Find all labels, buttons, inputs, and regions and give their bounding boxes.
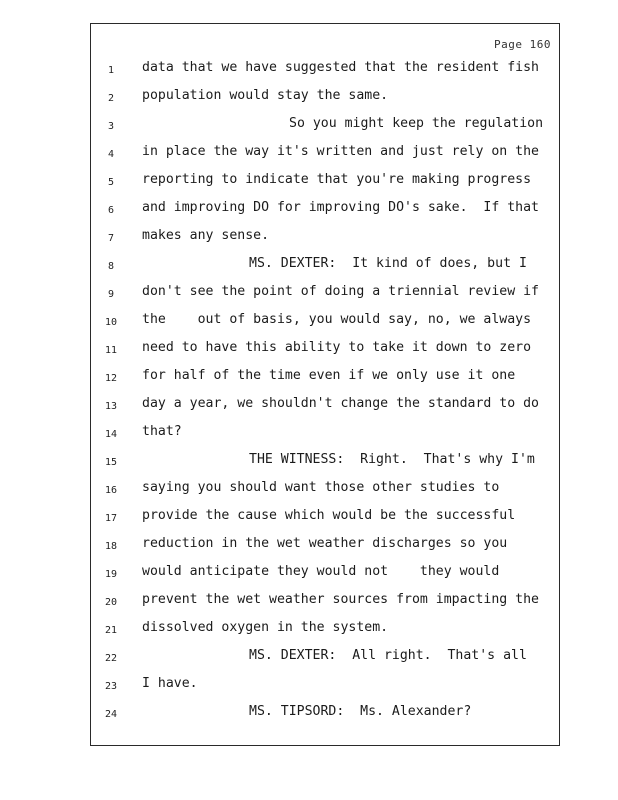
transcript-line: MS. DEXTER: All right. That's all: [249, 648, 527, 663]
line-number: 17: [104, 513, 118, 524]
transcript-line: saying you should want those other studies to: [142, 480, 500, 495]
line-number: 23: [104, 681, 118, 692]
line-number: 24: [104, 709, 118, 720]
line-number: 9: [107, 289, 115, 300]
line-number: 2: [107, 93, 115, 104]
line-number: 14: [104, 429, 118, 440]
line-number: 1: [107, 65, 115, 76]
line-number: 22: [104, 653, 118, 664]
transcript-line: day a year, we shouldn't change the standard to do: [142, 396, 539, 411]
transcript-page: [90, 23, 560, 746]
line-number: 12: [104, 373, 118, 384]
line-number: 4: [107, 149, 115, 160]
transcript-line: data that we have suggested that the resident fish: [142, 60, 539, 75]
transcript-line: reduction in the wet weather discharges so you: [142, 536, 508, 551]
line-number: 3: [107, 121, 115, 132]
transcript-line: So you might keep the regulation: [289, 116, 544, 131]
transcript-line: the out of basis, you would say, no, we always: [142, 312, 532, 327]
transcript-line: would anticipate they would not they would: [142, 564, 500, 579]
line-number: 20: [104, 597, 118, 608]
transcript-line: need to have this ability to take it down to zero: [142, 340, 532, 355]
transcript-line: provide the cause which would be the successful: [142, 508, 516, 523]
transcript-line: reporting to indicate that you're making progress: [142, 172, 532, 187]
line-number: 18: [104, 541, 118, 552]
transcript-line: I have.: [142, 676, 198, 691]
transcript-line: prevent the wet weather sources from impacting the: [142, 592, 539, 607]
line-number: 5: [107, 177, 115, 188]
transcript-line: MS. TIPSORD: Ms. Alexander?: [249, 704, 472, 719]
transcript-line: for half of the time even if we only use it one: [142, 368, 516, 383]
transcript-line: MS. DEXTER: It kind of does, but I: [249, 256, 527, 271]
line-number: 19: [104, 569, 118, 580]
page-number: Page 160: [494, 38, 551, 51]
transcript-line: THE WITNESS: Right. That's why I'm: [249, 452, 535, 467]
line-number: 13: [104, 401, 118, 412]
transcript-line: dissolved oxygen in the system.: [142, 620, 389, 635]
transcript-line: population would stay the same.: [142, 88, 389, 103]
line-number: 11: [104, 345, 118, 356]
transcript-line: makes any sense.: [142, 228, 270, 243]
line-number: 21: [104, 625, 118, 636]
transcript-line: in place the way it's written and just rely on the: [142, 144, 539, 159]
line-number: 6: [107, 205, 115, 216]
line-number: 8: [107, 261, 115, 272]
line-number: 7: [107, 233, 115, 244]
line-number: 10: [104, 317, 118, 328]
line-number: 15: [104, 457, 118, 468]
transcript-line: and improving DO for improving DO's sake. If that: [142, 200, 539, 215]
transcript-line: that?: [142, 424, 182, 439]
line-number: 16: [104, 485, 118, 496]
transcript-line: don't see the point of doing a triennial review if: [142, 284, 539, 299]
